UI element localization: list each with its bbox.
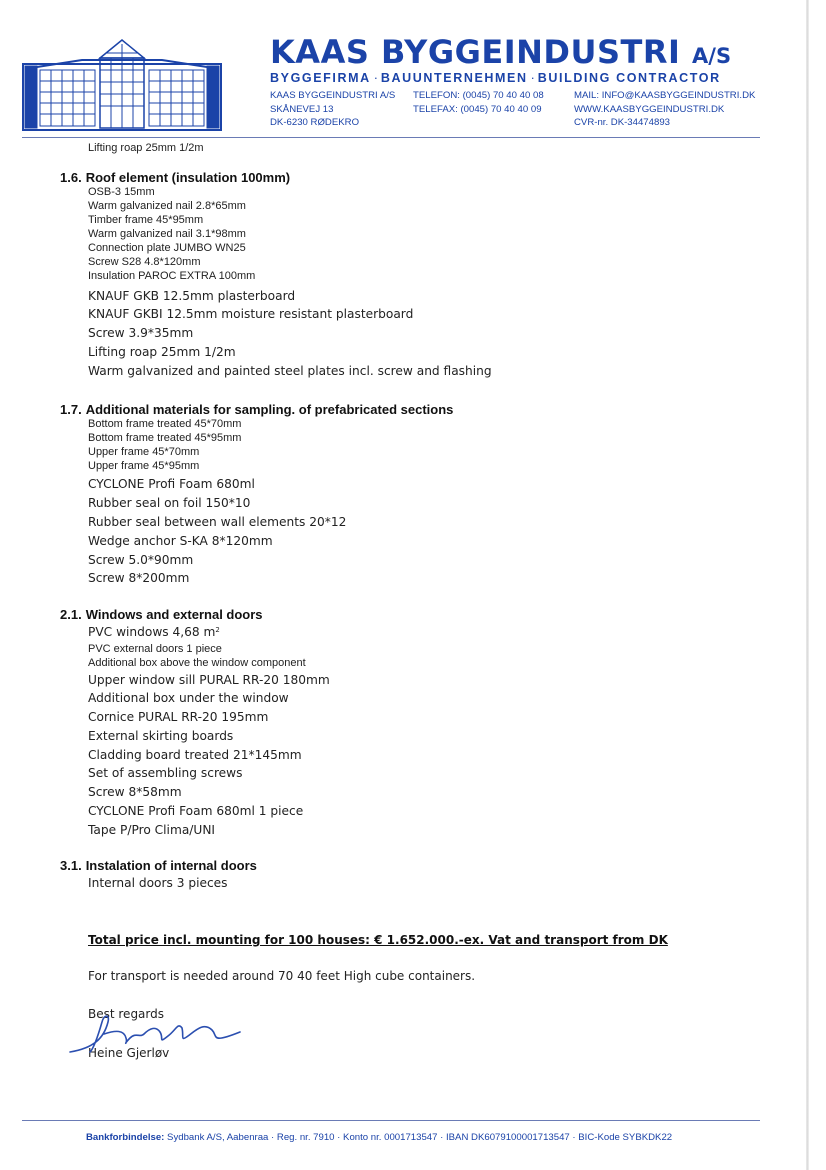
list-item: Cladding board treated 21*145mm bbox=[88, 748, 302, 762]
list-item: OSB-3 15mm bbox=[88, 186, 155, 198]
company-tagline bbox=[270, 71, 721, 85]
list-item bbox=[88, 625, 220, 639]
section-number: 1.7. bbox=[60, 402, 82, 417]
list-item: KNAUF GKB 12.5mm plasterboard bbox=[88, 289, 296, 303]
list-item: Upper window sill PURAL RR-20 180mm bbox=[88, 673, 330, 687]
list-item: Rubber seal on foil 150*10 bbox=[88, 496, 251, 510]
list-item: Additional box under the window bbox=[88, 691, 289, 705]
list-item: PVC external doors 1 piece bbox=[88, 643, 222, 655]
list-item: Screw S28 4.8*120mm bbox=[88, 256, 201, 268]
address-line: DK-6230 RØDEKRO bbox=[270, 117, 360, 128]
section-title: Additional materials for sampling. of prefabricated sections bbox=[85, 402, 454, 417]
tagline-item: BAUUNTERNEHMEN bbox=[380, 71, 528, 85]
list-item: Bottom frame treated 45*95mm bbox=[88, 432, 242, 444]
cvr-line: CVR-nr. DK-34474893 bbox=[574, 117, 670, 128]
list-item-text: PVC windows 4,68 m bbox=[88, 625, 216, 639]
list-item: CYCLONE Profi Foam 680ml bbox=[88, 477, 255, 491]
address-line: KAAS BYGGEINDUSTRI A/S bbox=[270, 90, 396, 101]
list-item: Warm galvanized nail 2.8*65mm bbox=[88, 200, 246, 212]
list-item: Additional box above the window component bbox=[88, 657, 306, 669]
bank-details-footer bbox=[86, 1132, 672, 1143]
list-item: Timber frame 45*95mm bbox=[88, 214, 204, 226]
website-line: WWW.KAASBYGGEINDUSTRI.DK bbox=[574, 103, 725, 115]
list-item: Lifting roap 25mm 1/2m bbox=[88, 345, 236, 359]
section-title: Instalation of internal doors bbox=[85, 858, 257, 873]
list-item: Wedge anchor S-KA 8*120mm bbox=[88, 534, 273, 548]
list-item: Screw 8*200mm bbox=[88, 571, 190, 585]
company-name: KAAS BYGGEINDUSTRI A/S bbox=[270, 33, 732, 71]
list-item: KNAUF GKBI 12.5mm moisture resistant plasterboard bbox=[88, 307, 414, 321]
section-number: 3.1. bbox=[60, 858, 82, 873]
company-phones bbox=[413, 89, 544, 116]
building-logo-icon bbox=[22, 36, 222, 132]
section-title: Windows and external doors bbox=[85, 607, 263, 622]
list-item: Warm galvanized and painted steel plates incl. screw and flashing bbox=[88, 364, 492, 378]
header-divider bbox=[22, 137, 760, 138]
tagline-separator: · bbox=[530, 71, 535, 85]
list-item: Lifting roap 25mm 1/2m bbox=[88, 142, 204, 154]
list-item: Set of assembling screws bbox=[88, 766, 243, 780]
signer-name: Heine Gjerløv bbox=[88, 1046, 170, 1060]
list-item: Upper frame 45*70mm bbox=[88, 446, 200, 458]
email-line: MAIL: INFO@KAASBYGGEINDUSTRI.DK bbox=[574, 90, 756, 101]
list-item: Upper frame 45*95mm bbox=[88, 460, 200, 472]
list-item: Bottom frame treated 45*70mm bbox=[88, 418, 242, 430]
list-item: Cornice PURAL RR-20 195mm bbox=[88, 710, 269, 724]
address-line: SKÅNEVEJ 13 bbox=[270, 103, 334, 115]
list-item: Connection plate JUMBO WN25 bbox=[88, 242, 246, 254]
section-heading bbox=[60, 402, 453, 417]
list-item: Tape P/Pro Clima/UNI bbox=[88, 823, 216, 837]
list-item: External skirting boards bbox=[88, 729, 234, 743]
list-item: Screw 8*58mm bbox=[88, 785, 182, 799]
tagline-separator: · bbox=[373, 71, 378, 85]
total-price: Total price incl. mounting for 100 houses: € 1.652.000.-ex. Vat and transport from DK bbox=[88, 933, 668, 947]
footer-label: Bankforbindelse: bbox=[86, 1132, 165, 1143]
list-item: Screw 5.0*90mm bbox=[88, 553, 194, 567]
closing-text: Best regards bbox=[88, 1007, 165, 1021]
section-number: 2.1. bbox=[60, 607, 82, 622]
tagline-item: BYGGEFIRMA bbox=[270, 71, 371, 85]
company-address bbox=[270, 89, 395, 130]
fax-line: TELEFAX: (0045) 70 40 40 09 bbox=[413, 103, 542, 115]
phone-line: TELEFON: (0045) 70 40 40 08 bbox=[413, 90, 544, 101]
list-item: Warm galvanized nail 3.1*98mm bbox=[88, 228, 246, 240]
footer-divider bbox=[22, 1120, 760, 1121]
section-number: 1.6. bbox=[60, 170, 82, 185]
section-title: Roof element (insulation 100mm) bbox=[85, 170, 291, 185]
company-contacts bbox=[574, 89, 755, 130]
section-heading bbox=[60, 170, 290, 185]
scan-edge-shadow bbox=[806, 0, 809, 1170]
list-item: Screw 3.9*35mm bbox=[88, 326, 194, 340]
section-heading bbox=[60, 858, 257, 873]
section-heading bbox=[60, 607, 263, 622]
superscript: 2 bbox=[215, 626, 220, 634]
transport-note: For transport is needed around 70 40 feet High cube containers. bbox=[88, 969, 476, 983]
signature-icon bbox=[64, 1008, 254, 1063]
list-item: Internal doors 3 pieces bbox=[88, 876, 228, 890]
tagline-item: BUILDING CONTRACTOR bbox=[537, 71, 721, 85]
list-item: CYCLONE Profi Foam 680ml 1 piece bbox=[88, 804, 304, 818]
footer-text: Sydbank A/S, Aabenraa · Reg. nr. 7910 · Konto nr. 0001713547 · IBAN DK6079100001713547 · BIC-Kode SYBKDK22 bbox=[167, 1132, 673, 1143]
list-item: Insulation PAROC EXTRA 100mm bbox=[88, 270, 256, 282]
list-item: Rubber seal between wall elements 20*12 bbox=[88, 515, 347, 529]
company-suffix: A/S bbox=[692, 44, 732, 68]
